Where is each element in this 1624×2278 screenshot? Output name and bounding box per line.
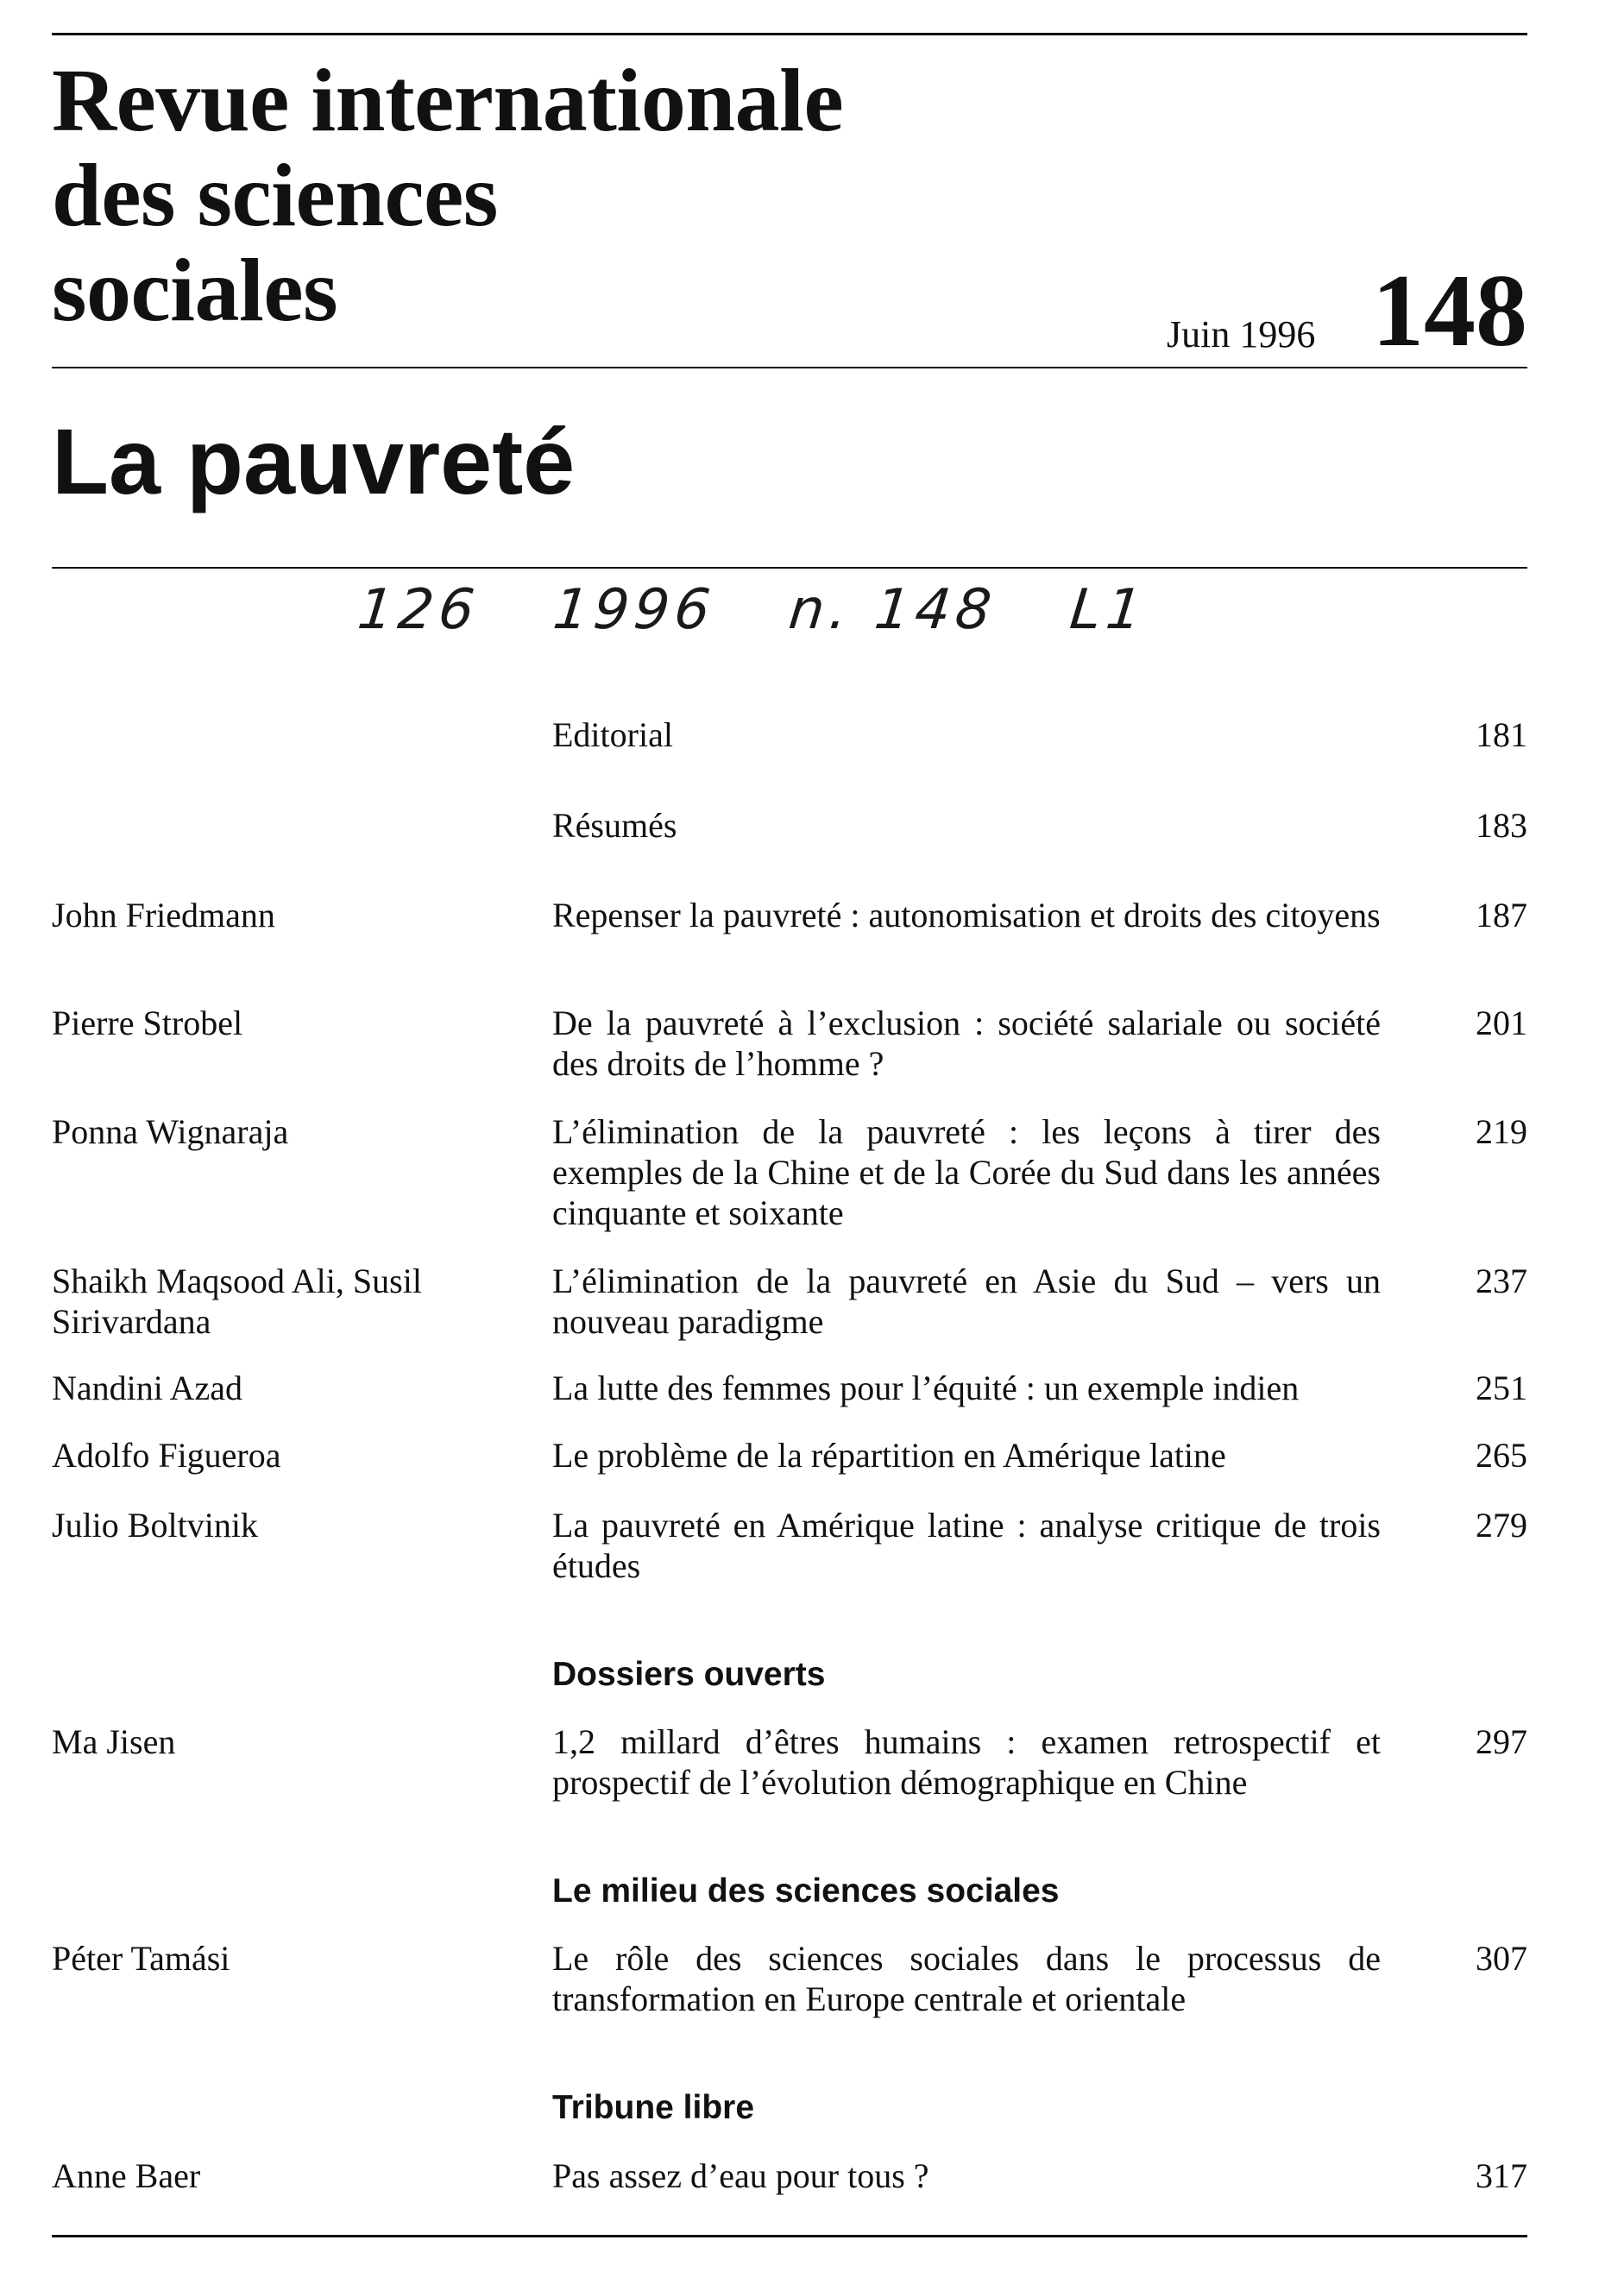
toc-author: Ponna Wignaraja (52, 1112, 289, 1151)
toc-page: 317 (1476, 2156, 1527, 2195)
theme-title: La pauvreté (52, 409, 576, 513)
catalog-note-part: n. 148 (785, 578, 1000, 642)
top-rule (52, 33, 1527, 35)
journal-title-line: des sciences (52, 146, 498, 245)
toc-author: Péter Tamási (52, 1939, 230, 1978)
toc-title: L’élimination de la pauvreté : les leçons à tirer des exemples de la Chine et de la Corée du Sud dans les années cinquante et soixante (552, 1112, 1381, 1232)
catalog-note-part: 126 (355, 578, 483, 642)
journal-title-line: Revue internationale (52, 51, 844, 150)
toc-title: Le problème de la répartition en Amérique latine (552, 1436, 1226, 1475)
toc-page: 183 (1476, 806, 1527, 845)
toc-page: 219 (1476, 1112, 1527, 1151)
bottom-rule (52, 2235, 1527, 2237)
toc-title: Editorial (552, 715, 673, 754)
journal-title-line: sociales (52, 241, 338, 340)
toc-page: 279 (1476, 1506, 1527, 1545)
toc-author: Shaikh Maqsood Ali, Susil Sirivardana (52, 1262, 422, 1341)
toc-author: John Friedmann (52, 896, 275, 934)
toc-title: 1,2 millard d’êtres humains : examen retrospectif et prospectif de l’évolution démographique en Chine (552, 1722, 1381, 1802)
toc-author: Adolfo Figueroa (52, 1436, 281, 1475)
toc-author: Anne Baer (52, 2156, 201, 2195)
theme-rule (52, 567, 1527, 569)
issue-number: 148 (1372, 253, 1527, 368)
toc-title: L’élimination de la pauvreté en Asie du Sud – vers un nouveau paradigme (552, 1262, 1381, 1341)
issue-date: Juin 1996 (1167, 313, 1316, 356)
toc-page: 237 (1476, 1262, 1527, 1300)
toc-page: 251 (1476, 1369, 1527, 1407)
toc-title: Pas assez d’eau pour tous ? (552, 2156, 929, 2195)
journal-title (52, 53, 843, 338)
toc-title: Repenser la pauvreté : autonomisation et droits des citoyens (552, 896, 1381, 934)
toc-author: Nandini Azad (52, 1369, 243, 1407)
catalog-note-part: 1996 (550, 578, 719, 642)
toc-author: Ma Jisen (52, 1722, 176, 1761)
toc-page: 265 (1476, 1436, 1527, 1475)
toc-page: 181 (1476, 715, 1527, 754)
section-heading: Tribune libre (552, 2089, 755, 2126)
toc-page: 297 (1476, 1722, 1527, 1761)
toc-title: La lutte des femmes pour l’équité : un exemple indien (552, 1369, 1300, 1407)
handwritten-catalog-note (355, 578, 1202, 642)
toc-author: Julio Boltvinik (52, 1506, 258, 1545)
section-heading: Le milieu des sciences sociales (552, 1872, 1060, 1910)
catalog-note-part: L1 (1067, 578, 1150, 642)
toc-page: 187 (1476, 896, 1527, 934)
toc-page: 201 (1476, 1004, 1527, 1042)
title-rule (52, 367, 1527, 368)
toc-title: Résumés (552, 806, 677, 845)
toc-title: Le rôle des sciences sociales dans le processus de transformation en Europe centrale et orientale (552, 1939, 1381, 2018)
toc-title: La pauvreté en Amérique latine : analyse critique de trois études (552, 1506, 1381, 1585)
toc-page: 307 (1476, 1939, 1527, 1978)
toc-author: Pierre Strobel (52, 1004, 243, 1042)
toc-title: De la pauvreté à l’exclusion : société salariale ou société des droits de l’homme ? (552, 1004, 1381, 1083)
section-heading: Dossiers ouverts (552, 1656, 826, 1693)
